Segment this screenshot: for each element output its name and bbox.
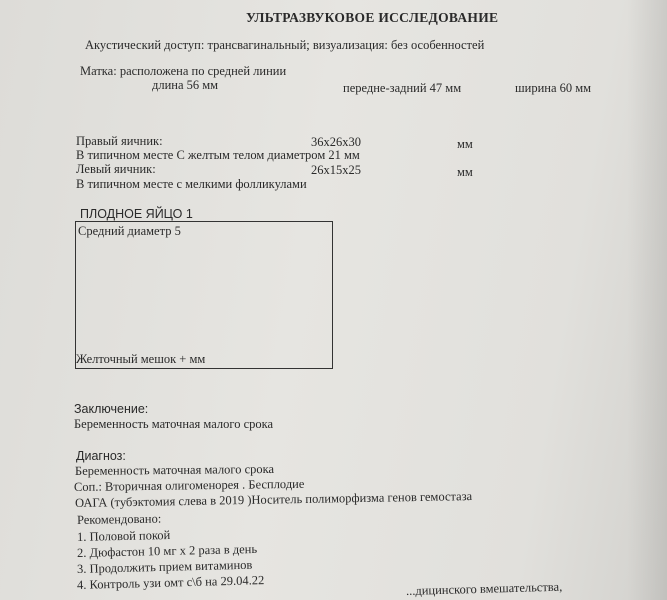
diagnosis-label: Диагноз: (76, 449, 126, 463)
right-ovary-label: Правый яичник: (76, 134, 163, 148)
yolk-sac: Желточный мешок + мм (76, 352, 206, 366)
recommendation-item: 2. Дюфастон 10 мг х 2 раза в день (76, 541, 258, 560)
document-title: УЛЬТРАЗВУКОВОЕ ИССЛЕДОВАНИЕ (246, 10, 499, 25)
uterus-position: Матка: расположена по средней линии (80, 64, 287, 78)
right-ovary-desc: В типичном месте С желтым телом диаметром 21 мм (76, 148, 360, 162)
diagnosis-line-1: Беременность маточная малого срока (74, 461, 275, 478)
footer-fragment: ...дицинского вмешательства, (405, 579, 563, 598)
uterus-length: длина 56 мм (152, 78, 219, 92)
diagnosis-line-3: ОАГА (тубэктомия слева в 2019 )Носитель полиморфизма генов гемостаза (74, 489, 473, 510)
left-ovary-size: 26х15х25 (311, 163, 361, 177)
uterus-ap: передне-задний 47 мм (343, 81, 462, 95)
diagnosis-line-2: Соп.: Вторичная олигоменорея . Бесплодие (73, 476, 305, 494)
left-ovary-label: Левый яичник: (76, 162, 156, 176)
recommendation-item: 4. Контроль узи омт с\б на 29.04.22 (76, 573, 265, 592)
acoustic-access: Акустический доступ: трансвагинальный; визуализация: без особенностей (85, 38, 485, 52)
recommendation-item: 1. Половой покой (76, 528, 171, 544)
conclusion-label: Заключение: (74, 402, 149, 416)
recommendation-item: 3. Продолжить прием витаминов (76, 557, 253, 576)
recommendations-label: Рекомендовано: (76, 511, 162, 527)
left-ovary-unit: мм (457, 165, 473, 179)
conclusion-text: Беременность маточная малого срока (74, 417, 274, 431)
page-shadow (627, 0, 667, 600)
uterus-width: ширина 60 мм (515, 81, 592, 95)
right-ovary-size: 36х26х30 (311, 135, 361, 149)
ovum-diameter: Средний диаметр 5 (78, 224, 181, 238)
ovum-box (75, 221, 333, 369)
left-ovary-desc: В типичном месте с мелкими фолликулами (76, 177, 307, 191)
ovum-heading: ПЛОДНОЕ ЯЙЦО 1 (80, 207, 193, 221)
right-ovary-unit: мм (457, 137, 473, 151)
